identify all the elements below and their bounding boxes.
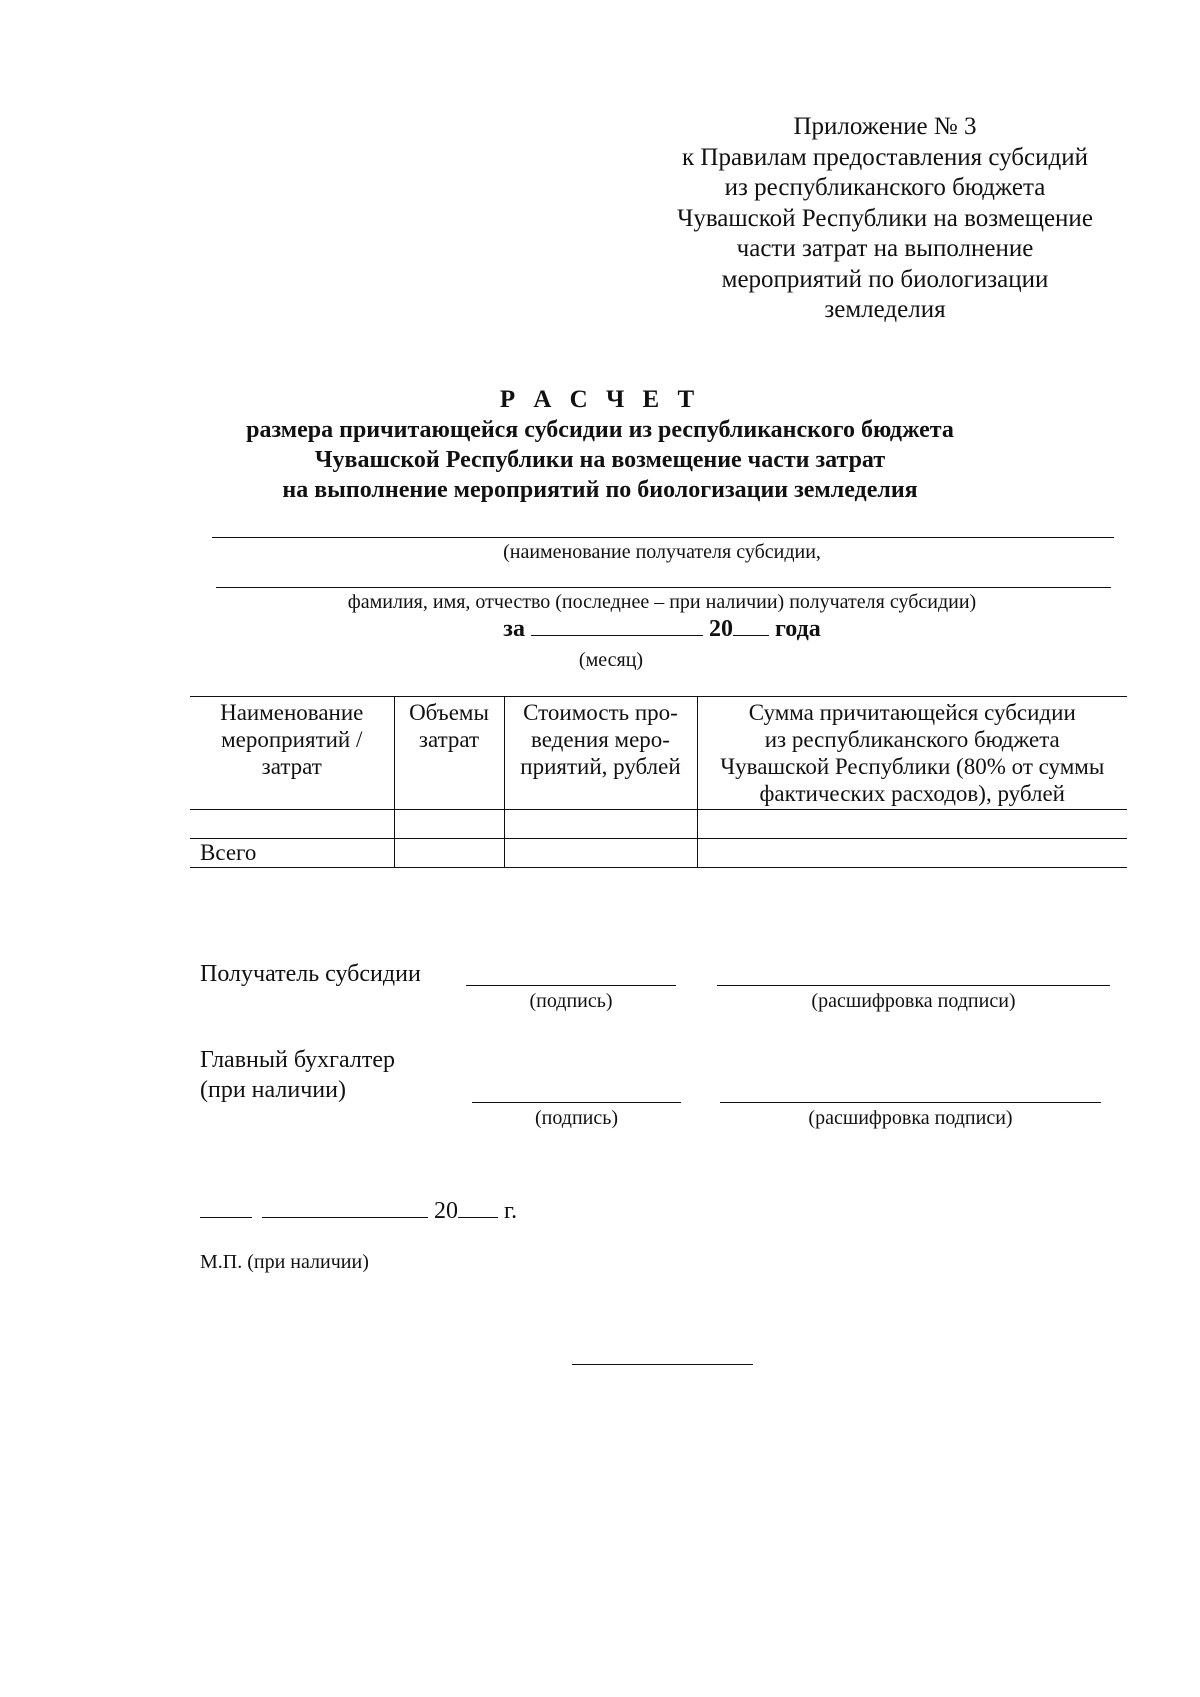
header-line: из республиканского бюджета bbox=[764, 727, 1060, 752]
table-cell[interactable] bbox=[504, 810, 697, 839]
table-cell[interactable] bbox=[394, 839, 504, 868]
recipient-decoding-caption: (расшифровка подписи) bbox=[811, 990, 1016, 1012]
date-suffix: г. bbox=[504, 1198, 518, 1224]
subtitle-line: размера причитающейся субсидии из республиканского бюджета bbox=[246, 417, 954, 443]
recipient-signature-caption: (подпись) bbox=[529, 990, 613, 1012]
header-line: Сумма причитающейся субсидии bbox=[748, 700, 1076, 725]
recipient-signature-label: Получатель субсидии bbox=[200, 961, 421, 987]
period-year-prefix: 20 bbox=[708, 616, 733, 642]
recipient-fio-caption: фамилия, имя, отчество (последнее – при наличии) получателя субсидии) bbox=[347, 591, 977, 613]
header-volume bbox=[394, 697, 504, 810]
header-line: фактических расходов), рублей bbox=[759, 781, 1065, 806]
date-line bbox=[200, 1196, 517, 1226]
appendix-header bbox=[640, 112, 1130, 326]
table-header-row bbox=[190, 697, 1127, 810]
subtitle-line: на выполнение мероприятий по биологизации земледелия bbox=[282, 477, 918, 503]
accountant-label: Главный бухгалтер bbox=[200, 1047, 395, 1073]
recipient-decoding-line[interactable] bbox=[717, 985, 1110, 986]
period-suffix: года bbox=[774, 616, 821, 642]
accountant-label-note: (при наличии) bbox=[200, 1077, 346, 1103]
stamp-place: М.П. (при наличии) bbox=[200, 1251, 369, 1273]
table-cell[interactable] bbox=[394, 810, 504, 839]
year-blank[interactable] bbox=[733, 617, 769, 636]
header-activity-name bbox=[190, 697, 394, 810]
end-divider bbox=[572, 1364, 753, 1365]
month-blank[interactable] bbox=[531, 617, 703, 636]
document-subtitle bbox=[0, 415, 1200, 505]
accountant-decoding-line[interactable] bbox=[720, 1102, 1101, 1103]
header-line: Наименование bbox=[220, 700, 364, 725]
day-blank[interactable] bbox=[200, 1197, 252, 1218]
recipient-name-line[interactable] bbox=[212, 537, 1114, 538]
recipient-signature-line[interactable] bbox=[466, 985, 676, 986]
appendix-line: мероприятий по биологизации bbox=[721, 265, 1049, 293]
calculation-table bbox=[190, 696, 1127, 868]
header-line: затрат bbox=[418, 727, 480, 752]
header-line: приятий, рублей bbox=[520, 754, 681, 779]
table-cell[interactable] bbox=[697, 839, 1127, 868]
header-subsidy-amount bbox=[697, 697, 1127, 810]
recipient-fio-line[interactable] bbox=[216, 587, 1111, 588]
month-caption: (месяц) bbox=[578, 649, 644, 671]
recipient-name-caption: (наименование получателя субсидии, bbox=[503, 541, 821, 563]
table-cell[interactable] bbox=[504, 839, 697, 868]
table-row bbox=[190, 810, 1127, 839]
calculation-table-wrap bbox=[190, 696, 1127, 868]
table-cell[interactable] bbox=[697, 810, 1127, 839]
header-line: Чувашской Республики (80% от суммы bbox=[720, 754, 1105, 779]
header-line: Объемы bbox=[409, 700, 489, 725]
appendix-line: из республиканского бюджета bbox=[724, 174, 1046, 201]
total-label-cell: Всего bbox=[190, 839, 394, 868]
appendix-line: Приложение № 3 bbox=[793, 113, 977, 140]
period-prefix: за bbox=[503, 616, 525, 642]
date-year-blank[interactable] bbox=[458, 1197, 498, 1218]
accountant-signature-caption: (подпись) bbox=[534, 1107, 619, 1129]
header-cost bbox=[504, 697, 697, 810]
date-month-blank[interactable] bbox=[262, 1197, 428, 1218]
appendix-line: Чувашской Республики на возмещение bbox=[677, 204, 1093, 232]
header-line: мероприятий / bbox=[221, 727, 363, 752]
date-year-prefix: 20 bbox=[434, 1198, 458, 1224]
document-title: Р А С Ч Е Т bbox=[499, 386, 701, 413]
table-total-row bbox=[190, 839, 1127, 868]
table-cell[interactable] bbox=[190, 810, 394, 839]
appendix-line: части затрат на выполнение bbox=[736, 235, 1034, 262]
appendix-line: земледелия bbox=[824, 296, 946, 323]
accountant-decoding-caption: (расшифровка подписи) bbox=[808, 1107, 1013, 1129]
header-line: Стоимость про- bbox=[523, 700, 678, 725]
appendix-line: к Правилам предоставления субсидий bbox=[682, 143, 1088, 171]
header-line: затрат bbox=[261, 754, 322, 779]
accountant-signature-line[interactable] bbox=[472, 1102, 681, 1103]
period-line bbox=[0, 614, 1200, 644]
header-line: ведения меро- bbox=[531, 727, 670, 752]
subtitle-line: Чувашской Республики на возмещение части затрат bbox=[314, 447, 886, 473]
